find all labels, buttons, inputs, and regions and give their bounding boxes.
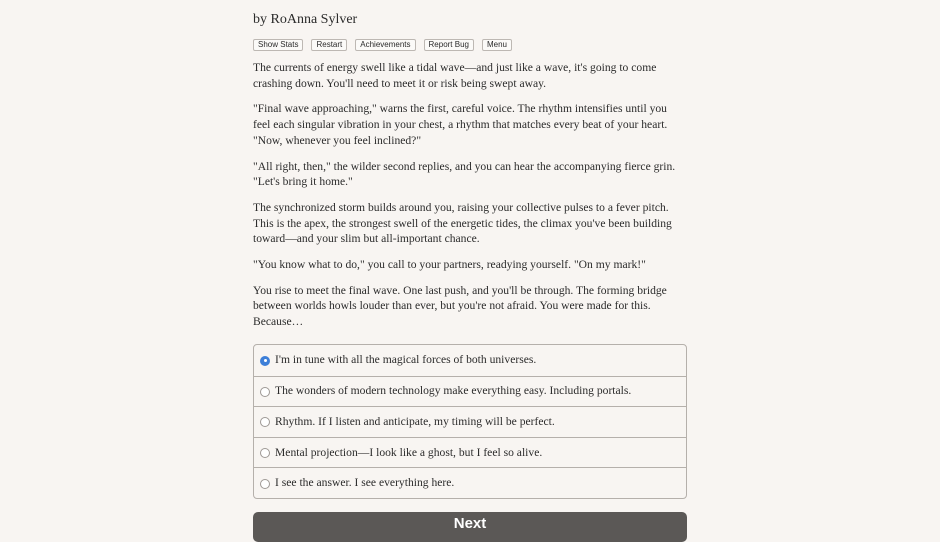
story-paragraph: "You know what to do," you call to your partners, readying yourself. "On my mark!" bbox=[253, 258, 646, 272]
radio-button[interactable] bbox=[260, 417, 270, 427]
story-paragraph: You rise to meet the final wave. One last push, and you'll be through. The forming bridge between worlds howls louder than ever, but you're not afraid. You were made for this. Because… bbox=[253, 283, 667, 329]
report-bug-button[interactable]: Report Bug bbox=[424, 39, 474, 51]
choice-label: The wonders of modern technology make everything easy. Including portals. bbox=[275, 384, 632, 398]
story-paragraph: The currents of energy swell like a tidal wave—and just like a wave, it's going to come crashing down. You'll need to meet it or risk being swept away. bbox=[253, 61, 657, 90]
choice-option-4[interactable] bbox=[254, 437, 686, 468]
radio-button[interactable] bbox=[260, 479, 270, 489]
story-text bbox=[253, 60, 687, 330]
show-stats-button[interactable]: Show Stats bbox=[253, 39, 303, 51]
radio-button[interactable] bbox=[260, 356, 270, 366]
choice-label: I see the answer. I see everything here. bbox=[275, 476, 455, 490]
restart-button[interactable]: Restart bbox=[311, 39, 347, 51]
story-paragraph: "All right, then," the wilder second replies, and you can hear the accompanying fierce grin. "Let's bring it home." bbox=[253, 159, 676, 189]
toolbar bbox=[253, 39, 687, 51]
story-paragraph: "Final wave approaching," warns the first, careful voice. The rhythm intensifies until you feel each singular vibration in your chest, a rhythm that matches every beat of your heart. "Now, whenever you feel inclined?" bbox=[253, 102, 668, 147]
story-paragraph: The synchronized storm builds around you, raising your collective pulses to a fever pitch. This is the apex, the strongest swell of the energetic tides, the climax you've been building toward—and your slim but all-important chance. bbox=[253, 200, 672, 246]
choice-label: I'm in tune with all the magical forces of both universes. bbox=[275, 353, 537, 367]
menu-button[interactable]: Menu bbox=[482, 39, 512, 51]
choice-option-2[interactable] bbox=[254, 376, 686, 407]
choice-label: Rhythm. If I listen and anticipate, my timing will be perfect. bbox=[275, 414, 555, 428]
choice-label: Mental projection—I look like a ghost, but I feel so alive. bbox=[275, 445, 543, 459]
achievements-button[interactable]: Achievements bbox=[355, 39, 415, 51]
choice-option-5[interactable] bbox=[254, 467, 686, 498]
choice-list bbox=[253, 344, 687, 499]
radio-button[interactable] bbox=[260, 448, 270, 458]
radio-button[interactable] bbox=[260, 387, 270, 397]
author-byline: by RoAnna Sylver bbox=[253, 12, 358, 27]
content-column bbox=[253, 0, 687, 340]
choice-option-1[interactable] bbox=[254, 345, 686, 376]
next-button[interactable]: Next bbox=[253, 512, 687, 542]
choice-option-3[interactable] bbox=[254, 406, 686, 437]
